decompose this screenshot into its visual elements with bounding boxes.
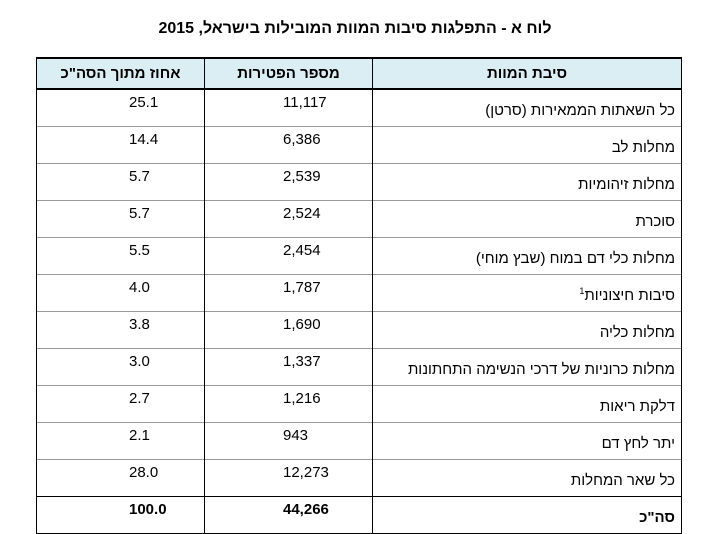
percent-cell: 28.0 <box>37 460 205 497</box>
percent-cell: 14.4 <box>37 127 205 164</box>
table-row <box>37 89 682 127</box>
cause-cell: סיבות חיצוניות$^1$ <box>373 275 682 312</box>
header-cause: סיבת המוות <box>373 58 682 89</box>
total-count-cell: 44,266 <box>205 497 373 534</box>
table-row <box>37 127 682 164</box>
percent-cell: 2.7 <box>37 386 205 423</box>
count-cell: 6,386 <box>205 127 373 164</box>
table-row <box>37 275 682 312</box>
cause-cell: סוכרת <box>373 201 682 238</box>
count-cell: 12,273 <box>205 460 373 497</box>
cause-cell: יתר לחץ דם <box>373 423 682 460</box>
cause-cell: מחלות כרוניות של דרכי הנשימה התחתונות <box>373 349 682 386</box>
header-count: מספר הפטירות <box>205 58 373 89</box>
total-percent-cell: 100.0 <box>37 497 205 534</box>
table-row <box>37 238 682 275</box>
table-row <box>37 349 682 386</box>
percent-cell: 2.1 <box>37 423 205 460</box>
cause-cell: מחלות לב <box>373 127 682 164</box>
footnote-marker: 1 <box>579 286 585 296</box>
cause-cell: דלקת ריאות <box>373 386 682 423</box>
count-cell: 2,524 <box>205 201 373 238</box>
header-percent: אחוז מתוך הסה"כ <box>37 58 205 89</box>
table-row <box>37 423 682 460</box>
cause-cell: כל השאתות הממאירות (סרטן) <box>373 89 682 127</box>
deaths-table <box>36 57 682 534</box>
cause-cell: מחלות כלי דם במוח (שבץ מוחי) <box>373 238 682 275</box>
total-cause-cell: סה"כ <box>373 497 682 534</box>
count-cell: 2,539 <box>205 164 373 201</box>
count-cell: 1,216 <box>205 386 373 423</box>
total-row <box>37 497 682 534</box>
cause-cell: כל שאר המחלות <box>373 460 682 497</box>
percent-cell: 3.8 <box>37 312 205 349</box>
percent-cell: 3.0 <box>37 349 205 386</box>
table-row <box>37 460 682 497</box>
table-row <box>37 201 682 238</box>
table-body <box>37 89 682 534</box>
table-row <box>37 386 682 423</box>
table-row <box>37 164 682 201</box>
count-cell: 1,690 <box>205 312 373 349</box>
table-row <box>37 312 682 349</box>
percent-cell: 5.7 <box>37 201 205 238</box>
percent-cell: 5.7 <box>37 164 205 201</box>
percent-cell: 5.5 <box>37 238 205 275</box>
cause-cell: מחלות כליה <box>373 312 682 349</box>
count-cell: 1,337 <box>205 349 373 386</box>
count-cell: 11,117 <box>205 89 373 127</box>
count-cell: 1,787 <box>205 275 373 312</box>
cause-cell: מחלות זיהומיות <box>373 164 682 201</box>
count-cell: 2,454 <box>205 238 373 275</box>
table-title: לוח א - התפלגות סיבות המוות המובילות בישראל, 2015 <box>158 20 552 37</box>
percent-cell: 25.1 <box>37 89 205 127</box>
count-cell: 943 <box>205 423 373 460</box>
header-row <box>37 58 682 89</box>
percent-cell: 4.0 <box>37 275 205 312</box>
